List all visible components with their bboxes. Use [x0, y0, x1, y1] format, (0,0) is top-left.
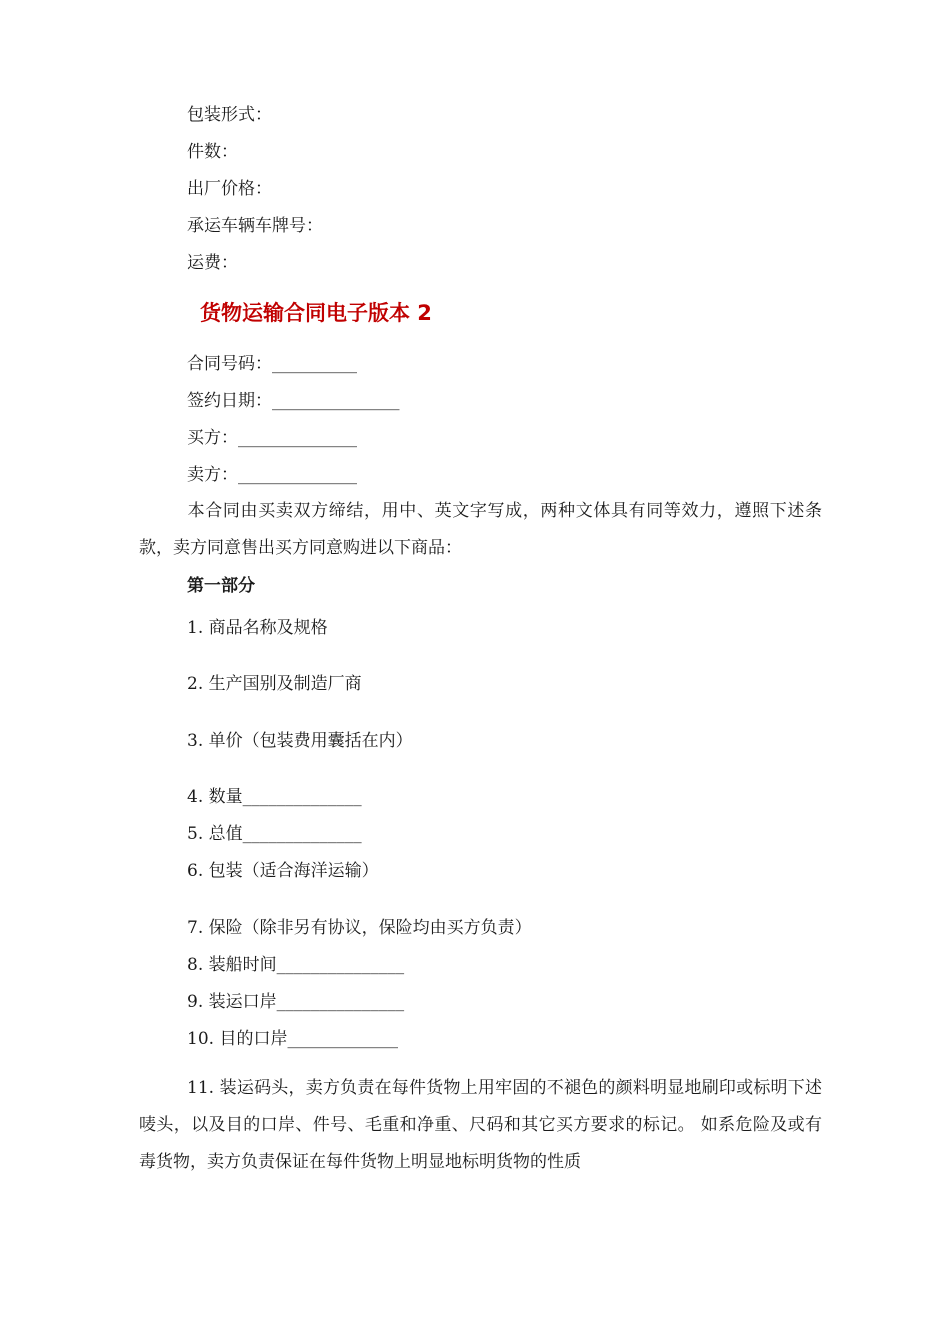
- field-seller: 卖方：______________: [187, 465, 357, 485]
- field-factory-price: 出厂价格：: [187, 179, 272, 199]
- field-freight: 运费：: [187, 253, 238, 273]
- item-7: 7. 保险（除非另有协议，保险均由买方负责）: [187, 918, 532, 938]
- field-buyer: 买方：______________: [187, 428, 357, 448]
- item-10: 10. 目的口岸_____________: [187, 1029, 398, 1049]
- item-4: 4. 数量______________: [187, 787, 362, 807]
- section-title: 货物运输合同电子版本 2: [200, 301, 432, 325]
- field-packing-form: 包装形式：: [187, 105, 272, 125]
- item-1: 1. 商品名称及规格: [187, 618, 328, 638]
- item-9: 9. 装运口岸_______________: [187, 992, 405, 1012]
- clause-11: [139, 1070, 822, 1181]
- part-heading: 第一部分: [187, 576, 255, 596]
- field-vehicle-plate: 承运车辆车牌号：: [187, 216, 323, 236]
- clause-11-text: 11. 装运码头，卖方负责在每件货物上用牢固的不褪色的颜料明显地刷印或标明下述唛头，以及目的口岸、件号、毛重和净重、尺码和其它买方要求的标记。 如系危险及或有毒货物，卖方负责保证在每件货物上明显地标明货物的性质: [139, 1078, 822, 1172]
- intro-text: 本合同由买卖双方缔结，用中、英文字写成，两种文体具有同等效力，遵照下述条款，卖方同意售出买方同意购进以下商品：: [139, 501, 822, 558]
- item-8: 8. 装船时间_______________: [187, 955, 405, 975]
- intro-paragraph: [139, 493, 822, 567]
- field-pieces: 件数：: [187, 142, 238, 162]
- field-contract-no: 合同号码：__________: [187, 354, 357, 374]
- field-sign-date: 签约日期：_______________: [187, 391, 400, 411]
- item-3: 3. 单价（包装费用囊括在内）: [187, 731, 413, 751]
- item-2: 2. 生产国别及制造厂商: [187, 674, 362, 694]
- item-6: 6. 包装（适合海洋运输）: [187, 861, 379, 881]
- item-5: 5. 总值______________: [187, 824, 362, 844]
